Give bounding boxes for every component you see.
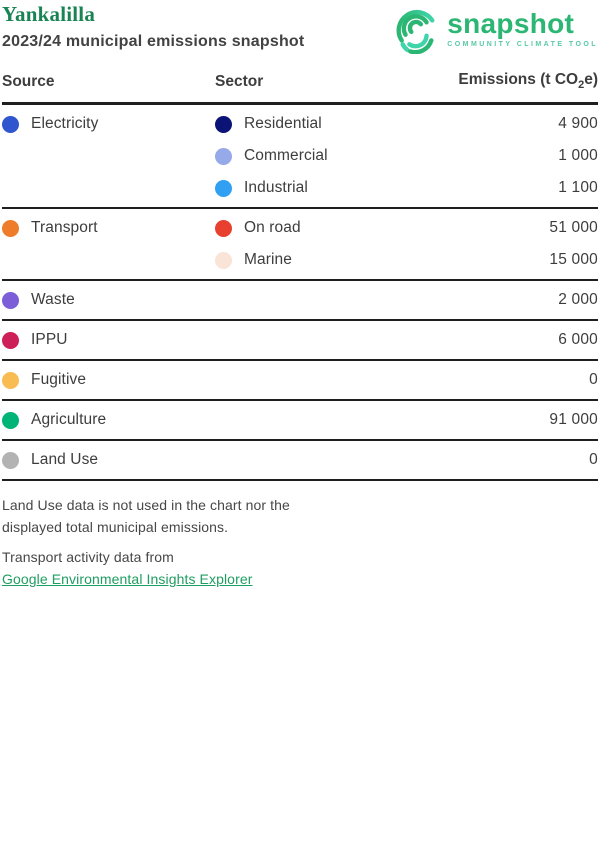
source-cell xyxy=(2,451,215,469)
sector-color-dot xyxy=(215,148,232,165)
logo-tagline: COMMUNITY CLIMATE TOOL xyxy=(447,41,598,48)
source-group xyxy=(2,441,598,481)
table-row xyxy=(2,244,598,276)
municipality-title: Yankalilla xyxy=(2,2,96,26)
source-cell xyxy=(2,115,215,133)
source-group xyxy=(2,401,598,441)
sector-color-dot xyxy=(215,252,232,269)
logo-wordmark: snapshot xyxy=(447,8,575,39)
table-row xyxy=(2,404,598,436)
source-label: Fugitive xyxy=(31,371,87,389)
source-color-dot xyxy=(2,116,19,133)
snapshot-arcs-icon xyxy=(396,4,438,54)
source-label: Land Use xyxy=(31,451,99,469)
source-label: Waste xyxy=(31,291,75,309)
sector-label: Industrial xyxy=(244,179,308,197)
table-header-row xyxy=(2,54,598,105)
source-group xyxy=(2,361,598,401)
sector-cell xyxy=(215,251,549,269)
sector-cell xyxy=(215,115,558,133)
sector-color-dot xyxy=(215,116,232,133)
source-group xyxy=(2,209,598,281)
source-group xyxy=(2,321,598,361)
column-header-emissions: Emissions (t $CO_2e$) xyxy=(458,71,598,92)
emissions-value: 91 000 xyxy=(549,411,598,429)
logo-text-block xyxy=(447,10,598,48)
google-eie-link[interactable]: Google Environmental Insights Explorer xyxy=(2,571,253,588)
page-subtitle: 2023/24 municipal emissions snapshot xyxy=(2,33,305,50)
source-color-dot xyxy=(2,332,19,349)
source-cell xyxy=(2,411,215,429)
source-label: IPPU xyxy=(31,331,68,349)
source-color-dot xyxy=(2,372,19,389)
emissions-value: 1 000 xyxy=(558,147,598,165)
emissions-table xyxy=(2,54,598,481)
table-row xyxy=(2,172,598,204)
page-header xyxy=(2,2,598,54)
table-row xyxy=(2,108,598,140)
land-use-note: Land Use data is not used in the chart nor the displayed total municipal emissions. xyxy=(2,497,290,536)
emissions-value: 4 900 xyxy=(558,115,598,133)
source-group xyxy=(2,105,598,209)
table-row xyxy=(2,324,598,356)
emissions-value: 15 000 xyxy=(549,251,598,269)
table-row xyxy=(2,140,598,172)
source-color-dot xyxy=(2,220,19,237)
sector-color-dot xyxy=(215,220,232,237)
table-body xyxy=(2,105,598,481)
source-group xyxy=(2,281,598,321)
sector-label: On road xyxy=(244,219,301,237)
source-color-dot xyxy=(2,412,19,429)
table-row xyxy=(2,284,598,316)
source-color-dot xyxy=(2,452,19,469)
title-block xyxy=(2,2,304,51)
source-cell xyxy=(2,291,215,309)
source-color-dot xyxy=(2,292,19,309)
transport-data-note xyxy=(2,546,598,590)
column-header-sector: Sector xyxy=(215,73,264,91)
emissions-value: 2 000 xyxy=(558,291,598,309)
source-label: Electricity xyxy=(31,115,99,133)
emissions-value: 1 100 xyxy=(558,179,598,197)
sector-cell xyxy=(215,219,549,237)
source-cell xyxy=(2,371,215,389)
source-cell xyxy=(2,331,215,349)
column-header-source: Source xyxy=(2,73,55,91)
transport-note-text: Transport activity data from xyxy=(2,549,174,566)
table-row xyxy=(2,212,598,244)
source-label: Agriculture xyxy=(31,411,107,429)
snapshot-logo xyxy=(396,2,598,54)
sector-label: Marine xyxy=(244,251,292,269)
source-cell xyxy=(2,219,215,237)
sector-label: Residential xyxy=(244,115,322,133)
emissions-value: 0 xyxy=(589,371,598,389)
table-row xyxy=(2,444,598,476)
emissions-value: 0 xyxy=(589,451,598,469)
sector-label: Commercial xyxy=(244,147,328,165)
footnotes xyxy=(2,494,598,590)
sector-cell xyxy=(215,179,558,197)
sector-cell xyxy=(215,147,558,165)
emissions-value: 51 000 xyxy=(549,219,598,237)
sector-color-dot xyxy=(215,180,232,197)
emissions-value: 6 000 xyxy=(558,331,598,349)
source-label: Transport xyxy=(31,219,98,237)
table-row xyxy=(2,364,598,396)
